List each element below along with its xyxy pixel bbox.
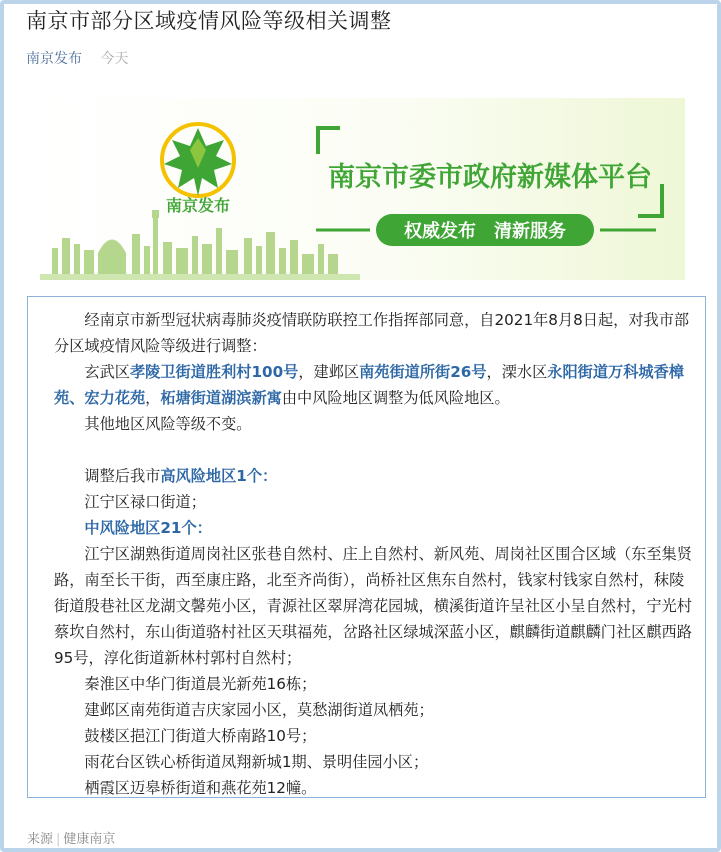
intro-paragraph: 经南京市新型冠状病毒肺炎疫情联防联控工作指挥部同意，自2021年8月8日起，对我市部分区域疫情风险等级进行调整： — [54, 311, 690, 355]
header-banner — [40, 98, 685, 280]
unchanged-note: 其他地区风险等级不变。 — [84, 415, 252, 433]
mid-risk-item: 江宁区湖熟街道周岗社区张巷自然村、庄上自然村、新风苑、周岗社区围合区域（东至集贤路，南至长干街，西至康庄路，北至齐尚街），尚桥社区焦东自然村，钱家村钱家自然村，秣陵街道殷巷社区龙湖文馨苑小区，青源社区翠屏湾花园城，横溪街道许呈社区小呈自然村，宁光村蔡坎自然村，东山街道骆村社区天琪福苑，岔路社区绿城深蓝小区，麒麟街道麒麟门社区麒西路95号，淳化街道新林村郭村自然村； — [54, 545, 692, 667]
city-skyline-icon — [52, 210, 338, 276]
mid-risk-item: 建邺区南苑街道吉庆家园小区，莫愁湖街道凤栖苑； — [84, 701, 434, 719]
source-label: 来源 — [27, 832, 54, 847]
banner-art — [40, 98, 685, 280]
article-meta — [26, 48, 128, 68]
maple-leaf-logo-icon — [162, 124, 234, 196]
mid-risk-item: 雨花台区铁心桥街道凤翔新城1期、景明佳园小区； — [84, 753, 429, 771]
high-risk-item: 江宁区禄口街道； — [84, 493, 206, 511]
publish-date: 今天 — [100, 51, 129, 67]
banner-headline: 南京市委市政府新媒体平台 — [328, 162, 652, 193]
mid-risk-heading: 中风险地区21个： — [84, 519, 212, 537]
high-risk-heading: 调整后我市高风险地区1个： — [84, 467, 278, 485]
mid-risk-item: 鼓楼区挹江门街道大桥南路10号； — [84, 727, 317, 745]
source-link[interactable]: 健康南京 — [63, 832, 116, 847]
article-title: 南京市部分区域疫情风险等级相关调整 — [26, 9, 392, 33]
banner-tagline: 权威发布 清新服务 — [404, 221, 566, 242]
downgrade-paragraph: 玄武区孝陵卫街道胜利村100号，建邺区南苑街道所街26号，溧水区永阳街道万科城香樟苑、宏力花苑，柘塘街道湖滨新寓由中风险地区调整为低风险地区。 — [54, 363, 684, 407]
mid-risk-item: 秦淮区中华门街道晨光新苑16栋； — [84, 675, 317, 693]
source-footer: 来源 | 健康南京 — [27, 832, 116, 847]
logo-text: 南京发布 — [165, 196, 231, 215]
mid-risk-item: 栖霞区迈皋桥街道和燕花苑12幢。 — [84, 779, 317, 797]
notice-box — [27, 296, 706, 798]
author-link[interactable]: 南京发布 — [26, 51, 82, 67]
